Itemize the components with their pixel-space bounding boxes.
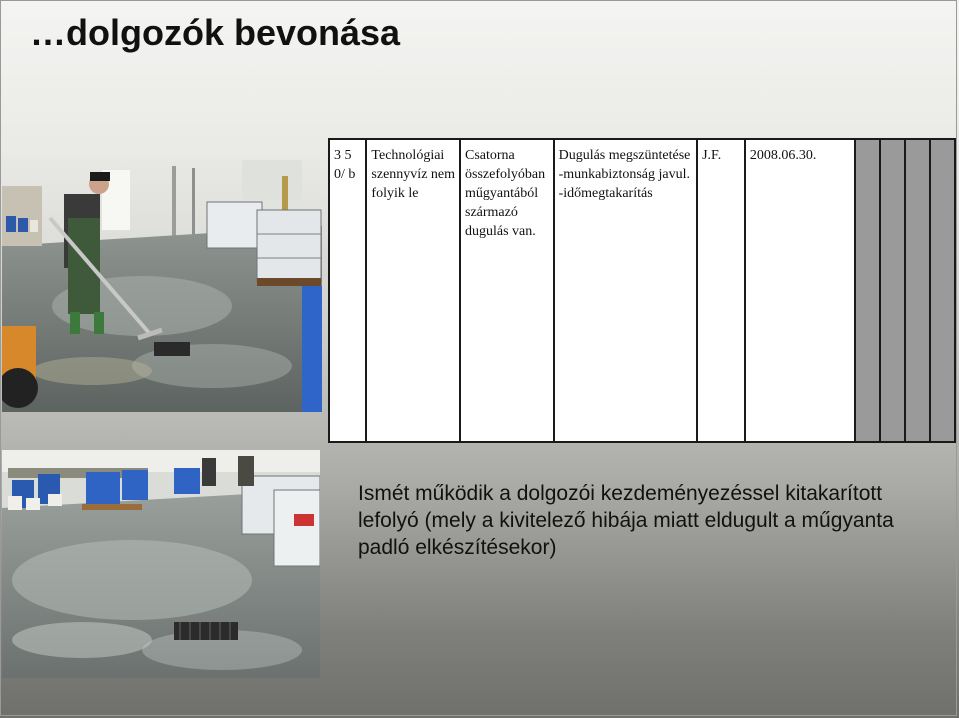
action-line-3: -időmegtakarítás bbox=[558, 186, 653, 201]
cell-empty-1 bbox=[855, 139, 880, 442]
cell-technology: Technológiai szennyvíz nem folyik le bbox=[366, 139, 460, 442]
slide-title: …dolgozók bevonása bbox=[30, 12, 401, 53]
cell-empty-2 bbox=[880, 139, 905, 442]
slide-caption: Ismét működik a dolgozói kezdeményezéssel kitakarított lefolyó (mely a kivitelező hibája miatt eldugult a műgyanta padló elkészítésekor) bbox=[358, 482, 894, 559]
cell-empty-3 bbox=[905, 139, 930, 442]
cell-cause: Csatorna összefolyóban műgyantából származó dugulás van. bbox=[460, 139, 554, 442]
cell-empty-4 bbox=[930, 139, 955, 442]
photo-worker-cleaning-floor bbox=[2, 156, 322, 412]
action-line-2: -munkabiztonság javul. bbox=[558, 167, 690, 182]
table-row bbox=[329, 139, 955, 442]
cell-responsible: J.F. bbox=[697, 139, 745, 442]
action-table bbox=[328, 138, 956, 443]
cell-action bbox=[554, 139, 698, 442]
cell-id: 3 5 0/ b bbox=[329, 139, 366, 442]
action-line-1: Dugulás megszüntetése bbox=[558, 148, 691, 163]
cell-deadline: 2008.06.30. bbox=[745, 139, 855, 442]
photo-cleaned-hall bbox=[2, 450, 320, 678]
